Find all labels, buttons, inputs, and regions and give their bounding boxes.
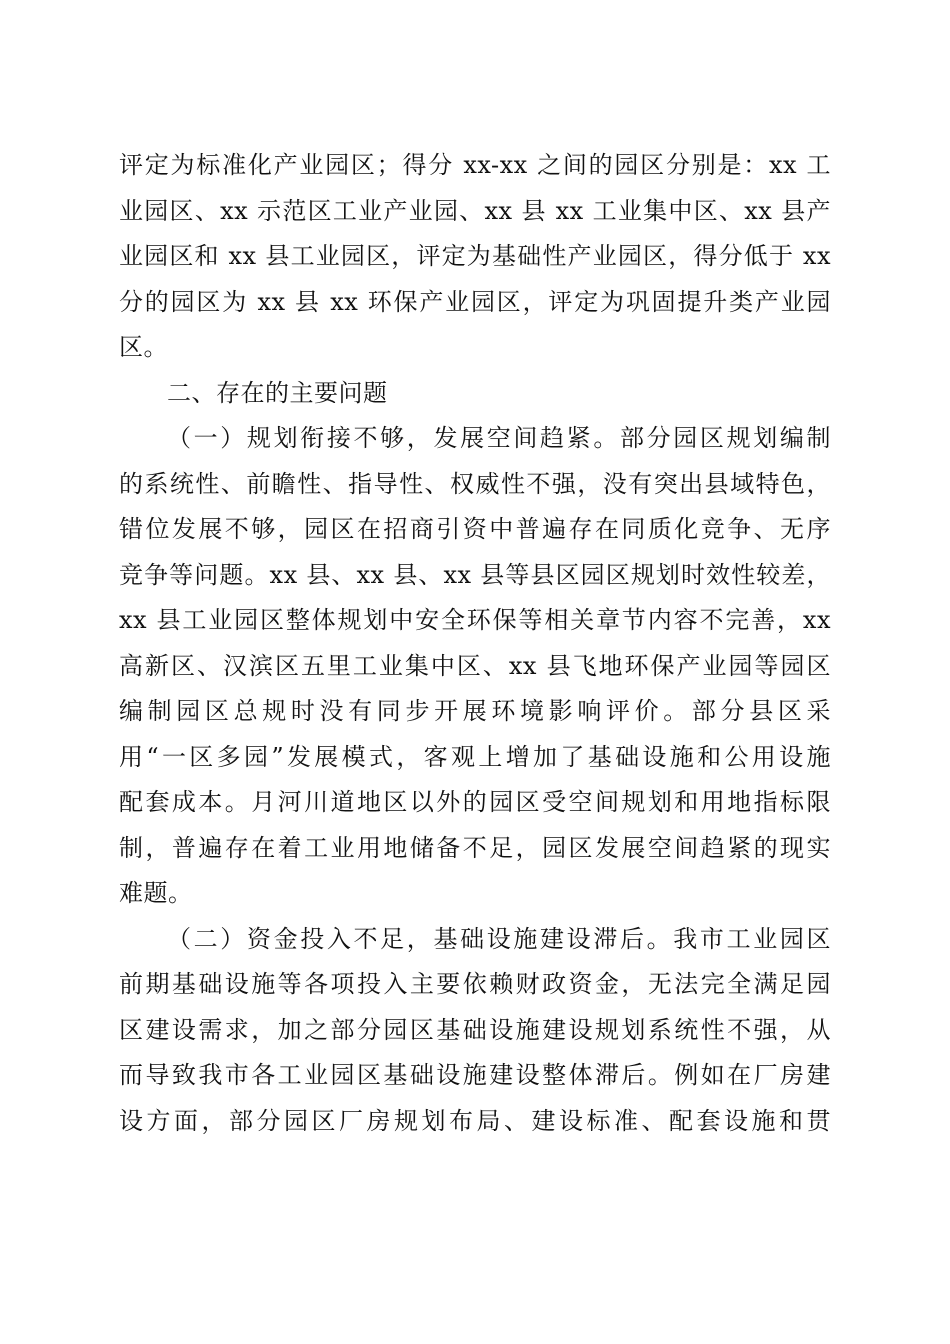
item-first-line <box>119 917 831 963</box>
body-line: 分的园区为 xx 县 xx 环保产业园区，评定为巩固提升类产业园 <box>119 287 831 316</box>
body-line: 的系统性、前瞻性、指导性、权威性不强，没有突出县域特色， <box>119 469 831 498</box>
item-lead-heading: （一）规划衔接不够，发展空间趋紧。 <box>167 424 620 452</box>
item-first-line-text: 部分园区规划编制 <box>619 424 832 452</box>
body-line: 制，普遍存在着工业用地储备不足，园区发展空间趋紧的现实 <box>119 833 831 862</box>
item-first-line <box>119 416 831 462</box>
body-line: 业园区和 xx 县工业园区，评定为基础性产业园区，得分低于 xx <box>119 242 831 270</box>
section-heading: 二、存在的主要问题 <box>167 378 388 407</box>
body-line: 评定为标准化产业园区；得分 xx-xx 之间的园区分别是：xx 工 <box>119 151 831 179</box>
body-line: 用“一区多园”发展模式，客观上增加了基础设施和公用设施 <box>119 742 831 771</box>
body-line: xx 县工业园区整体规划中安全环保等相关章节内容不完善，xx <box>119 606 831 634</box>
body-line: 设方面，部分园区厂房规划布局、建设标准、配套设施和贯 <box>119 1106 831 1135</box>
body-line: 编制园区总规时没有同步开展环境影响评价。部分县区采 <box>119 697 831 725</box>
body-line: 区建设需求，加之部分园区基础设施建设规划系统性不强，从 <box>119 1015 831 1044</box>
body-line: 前期基础设施等各项投入主要依赖财政资金，无法完全满足园 <box>119 970 831 998</box>
body-line: 难题。 <box>119 879 193 907</box>
body-line: 业园区、xx 示范区工业产业园、xx 县 xx 工业集中区、xx 县产 <box>119 196 831 225</box>
body-line: 竞争等问题。xx 县、xx 县、xx 县等县区园区规划时效性较差， <box>119 560 831 589</box>
body-line: 高新区、汉滨区五里工业集中区、xx 县飞地环保产业园等园区 <box>119 651 831 680</box>
body-line: 配套成本。月河川道地区以外的园区受空间规划和用地指标限 <box>119 788 831 816</box>
body-line: 而导致我市各工业园区基础设施建设整体滞后。例如在厂房建 <box>119 1061 831 1089</box>
document-body <box>119 143 831 1144</box>
body-line: 错位发展不够，园区在招商引资中普遍存在同质化竞争、无序 <box>119 515 831 543</box>
item-first-line-text: 我市工业园区 <box>673 924 832 953</box>
body-line: 区。 <box>119 333 168 361</box>
item-lead-heading: （二）资金投入不足，基础设施建设滞后。 <box>167 924 674 953</box>
